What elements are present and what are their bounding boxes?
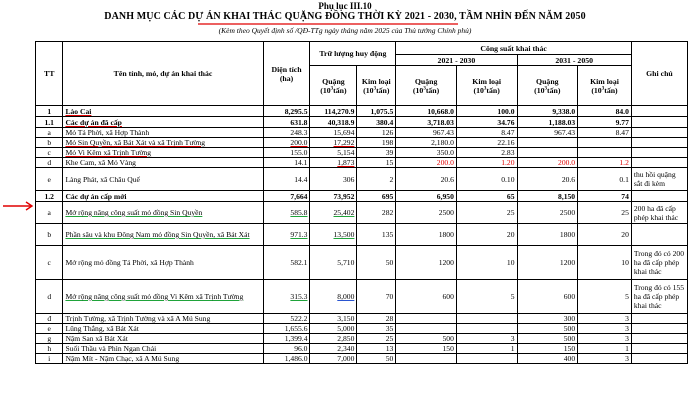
header-capacity: Công suất khai thác [396, 42, 632, 55]
header-ore: Quặng $(10^3tấn)$ [396, 66, 457, 106]
table-row: a Mở rộng nâng công suất mỏ đồng Sin Quyền 585.8 25,402 282 2500 25 2500 25 200 ha đã cấp phép khai thác [36, 202, 688, 224]
title-red-underline [198, 23, 458, 25]
red-arrow-icon [2, 201, 36, 211]
table-row: d Khe Cam, xã Mỏ Vàng 14.1 1,873 15 200.0 1.20 200.0 1.2 [36, 158, 688, 168]
table-row: c Mỏ Vi Kẽm xã Trịnh Tường 155.0 5,154 39 350.0 2.83 [36, 148, 688, 158]
table-row: h Suối Thầu và Phìn Ngan Chải 96.0 2,340 13 150 1 150 1 [36, 344, 688, 354]
table-row: b Phần sâu và khu Đông Nam mỏ đồng Sin Quyền, xã Bát Xát 971.3 13,500 135 1800 20 1800 20 [36, 224, 688, 246]
header-ore: Quặng $(10^3tấn)$ [517, 66, 578, 106]
projects-table [35, 41, 688, 364]
table-row-highlight: 1.2 Các dự án cấp mới 7,664 73,952 695 6,950 65 8,150 74 [36, 191, 688, 202]
table-row: e Lũng Thắng, xã Bát Xát 1,655.6 5,000 35 500 3 [36, 324, 688, 334]
header-metal: Kim loại $(10^3tấn)$ [578, 66, 632, 106]
header-metal: Kim loại $(10^3tấn)$ [357, 66, 396, 106]
header-name: Tên tỉnh, mỏ, dự án khai thác [63, 42, 263, 106]
header-period-1: 2021 - 2030 [396, 55, 517, 66]
document-title: DANH MỤC CÁC DỰ ÁN KHAI THÁC QUẶNG ĐỒNG THỜI KỲ 2021 - 2030, TẦM NHÌN ĐẾN NĂM 2050 [104, 11, 586, 22]
appendix-label: Phụ lục III.10 [318, 1, 372, 11]
header-metal: Kim loại $(10^3tấn)$ [456, 66, 517, 106]
table-row: b Mỏ Sin Quyền, xã Bát Xát và xã Trịnh Tường 200.0 17,292 198 2,180.0 22.16 [36, 138, 688, 148]
table-row: đ Trịnh Tường, xã Trịnh Tường và xã A Mú Sung 522.2 3,150 28 300 3 [36, 314, 688, 324]
header-ore: Quặng $(10^3tấn)$ [310, 66, 357, 106]
header-reserve: Trữ lượng huy động [310, 42, 396, 66]
table-row: e Làng Phát, xã Châu Quế 14.4 306 2 20.6 0.10 20.6 0.1 thu hồi quặng sắt đi kèm [36, 168, 688, 191]
document-subtitle: (Kèm theo Quyết định số /QĐ-TTg ngày tháng năm 2025 của Thủ tướng Chính phủ) [218, 26, 472, 35]
header-area: Diện tích (ha) [263, 42, 310, 106]
table-row: d Mở rộng nâng công suất mỏ đồng Vi Kẽm xã Trịnh Tường 315.3 8,000 70 600 5 600 5 Trong đó có 155 ha đã cấp phép khai thác [36, 280, 688, 314]
header-note: Ghi chú [631, 42, 687, 106]
table-row: c Mở rộng mỏ đồng Tả Phời, xã Hợp Thành 582.1 5,710 50 1200 10 1200 10 Trong đó có 200 ha đã cấp phép khai thác [36, 246, 688, 280]
table-row: 1 Lào Cai 8,295.5 114,270.9 1,075.5 10,668.0 100.0 9,338.0 84.0 [36, 106, 688, 117]
header-tt: TT [36, 42, 63, 106]
table-row: a Mỏ Tả Phời, xã Hợp Thành 248.3 15,694 126 967.43 8.47 967.43 8.47 [36, 128, 688, 138]
table-row: 1.1 Các dự án đã cấp 631.8 40,318.9 380.4 3,718.03 34.76 1,188.03 9.77 [36, 117, 688, 128]
table-row: g Nậm San xã Bát Xát 1,399.4 2,850 25 500 3 500 3 [36, 334, 688, 344]
header-period-2: 2031 - 2050 [517, 55, 631, 66]
table-row: i Nậm Mít - Nậm Chạc, xã A Mú Sung 1,486.0 7,000 50 400 3 [36, 354, 688, 364]
